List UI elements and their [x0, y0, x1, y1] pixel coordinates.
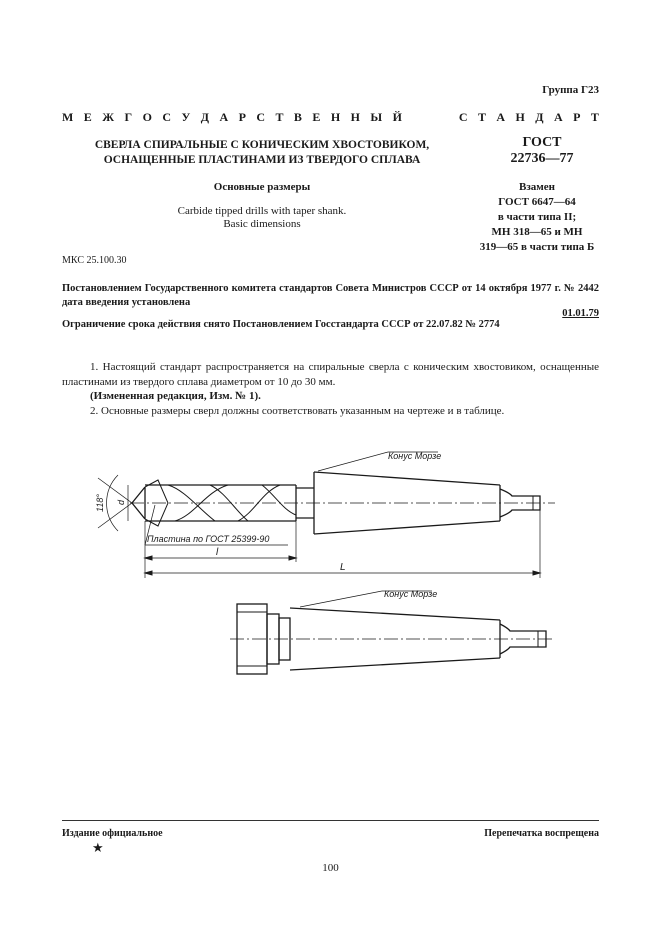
letter: Ж [102, 110, 115, 124]
letter: Н [515, 110, 525, 124]
diameter-label: d [116, 499, 126, 505]
mks-code: МКС 25.100.30 [62, 255, 127, 266]
letter: Е [312, 110, 321, 124]
morse-taper-label-2: Конус Морзе [384, 589, 438, 599]
letter: С [162, 110, 172, 124]
letter: У [181, 110, 191, 124]
replaced-line: 319—65 в части типа Б [479, 241, 595, 253]
letter: О [142, 110, 152, 124]
letter: Д [535, 110, 544, 124]
letter: Р [573, 110, 581, 124]
replaced-line: МН 318—65 и МН [491, 226, 583, 238]
letter: Т [275, 110, 284, 124]
star-icon: ★ [92, 840, 104, 855]
paragraph-2: 2. Основные размеры сверл должны соответствовать указанным на чертеже и в таблице. [90, 404, 505, 417]
reprint-label: Перепечатка воспрещена [484, 828, 599, 839]
page-number: 100 [322, 862, 339, 874]
paragraph-1: 1. Настоящий стандарт распространяется на спиральные сверла с коническим хвостовиком, оснащенные пластинами из твердого сплава диаметром от 10 до 30 мм. [62, 361, 599, 388]
paragraph-1-note: (Измененная редакция, Изм. № 1). [90, 390, 261, 402]
angle-label: 118° [95, 494, 105, 512]
replaced-line: ГОСТ 6647—64 [498, 196, 576, 208]
edition-label: Издание официальное [62, 828, 163, 839]
letter: С [458, 110, 468, 124]
group-code: Группа Г23 [542, 84, 599, 96]
introduction-date: 01.01.79 [562, 308, 599, 319]
letter: Ы [370, 110, 383, 124]
letter: Р [238, 110, 246, 124]
title-line-1: СВЕРЛА СПИРАЛЬНЫЕ С КОНИЧЕСКИМ ХВОСТОВИКОМ, [94, 139, 430, 151]
letter: Т [590, 110, 599, 124]
english-line-1: Carbide tipped drills with taper shank. [177, 205, 347, 217]
letter: Т [477, 110, 486, 124]
letter: Н [330, 110, 341, 124]
letter: А [496, 110, 506, 124]
limit-text: Ограничение срока действия снято Постановлением Госстандарта СССР от 22.07.82 № 2774 [62, 319, 500, 330]
letter: Г [124, 110, 133, 124]
letter: Й [392, 110, 402, 124]
gost-number: 22736—77 [510, 151, 574, 166]
length-L-label: L [340, 562, 346, 573]
letter: В [293, 110, 302, 124]
gost-label: ГОСТ [522, 135, 562, 150]
title-line-2: ОСНАЩЕННЫЕ ПЛАСТИНАМИ ИЗ ТВЕРДОГО СПЛАВА [103, 154, 421, 166]
morse-taper-label: Конус Морзе [388, 451, 442, 461]
letter: А [219, 110, 229, 124]
letter: Д [200, 110, 210, 124]
length-l-label: l [216, 547, 219, 558]
letter: А [553, 110, 563, 124]
letter: Н [350, 110, 360, 124]
footer-rule [62, 820, 599, 821]
plate-label: Пластина по ГОСТ 25399-90 [147, 534, 270, 544]
document-subtitle: Основные размеры [213, 181, 311, 193]
drill-variant-drawing [230, 591, 555, 674]
drill-drawing [98, 452, 555, 578]
letter: С [256, 110, 266, 124]
letter: М [62, 110, 74, 124]
english-line-2: Basic dimensions [223, 218, 301, 230]
replaced-label: Взамен [519, 181, 555, 193]
letter: Е [83, 110, 92, 124]
replaced-line: в части типа II; [497, 211, 577, 223]
decree-text: Постановлением Государственного комитета стандартов Совета Министров СССР от 14 октября 1977 г. № 2442 дата введения установлена [62, 283, 599, 308]
